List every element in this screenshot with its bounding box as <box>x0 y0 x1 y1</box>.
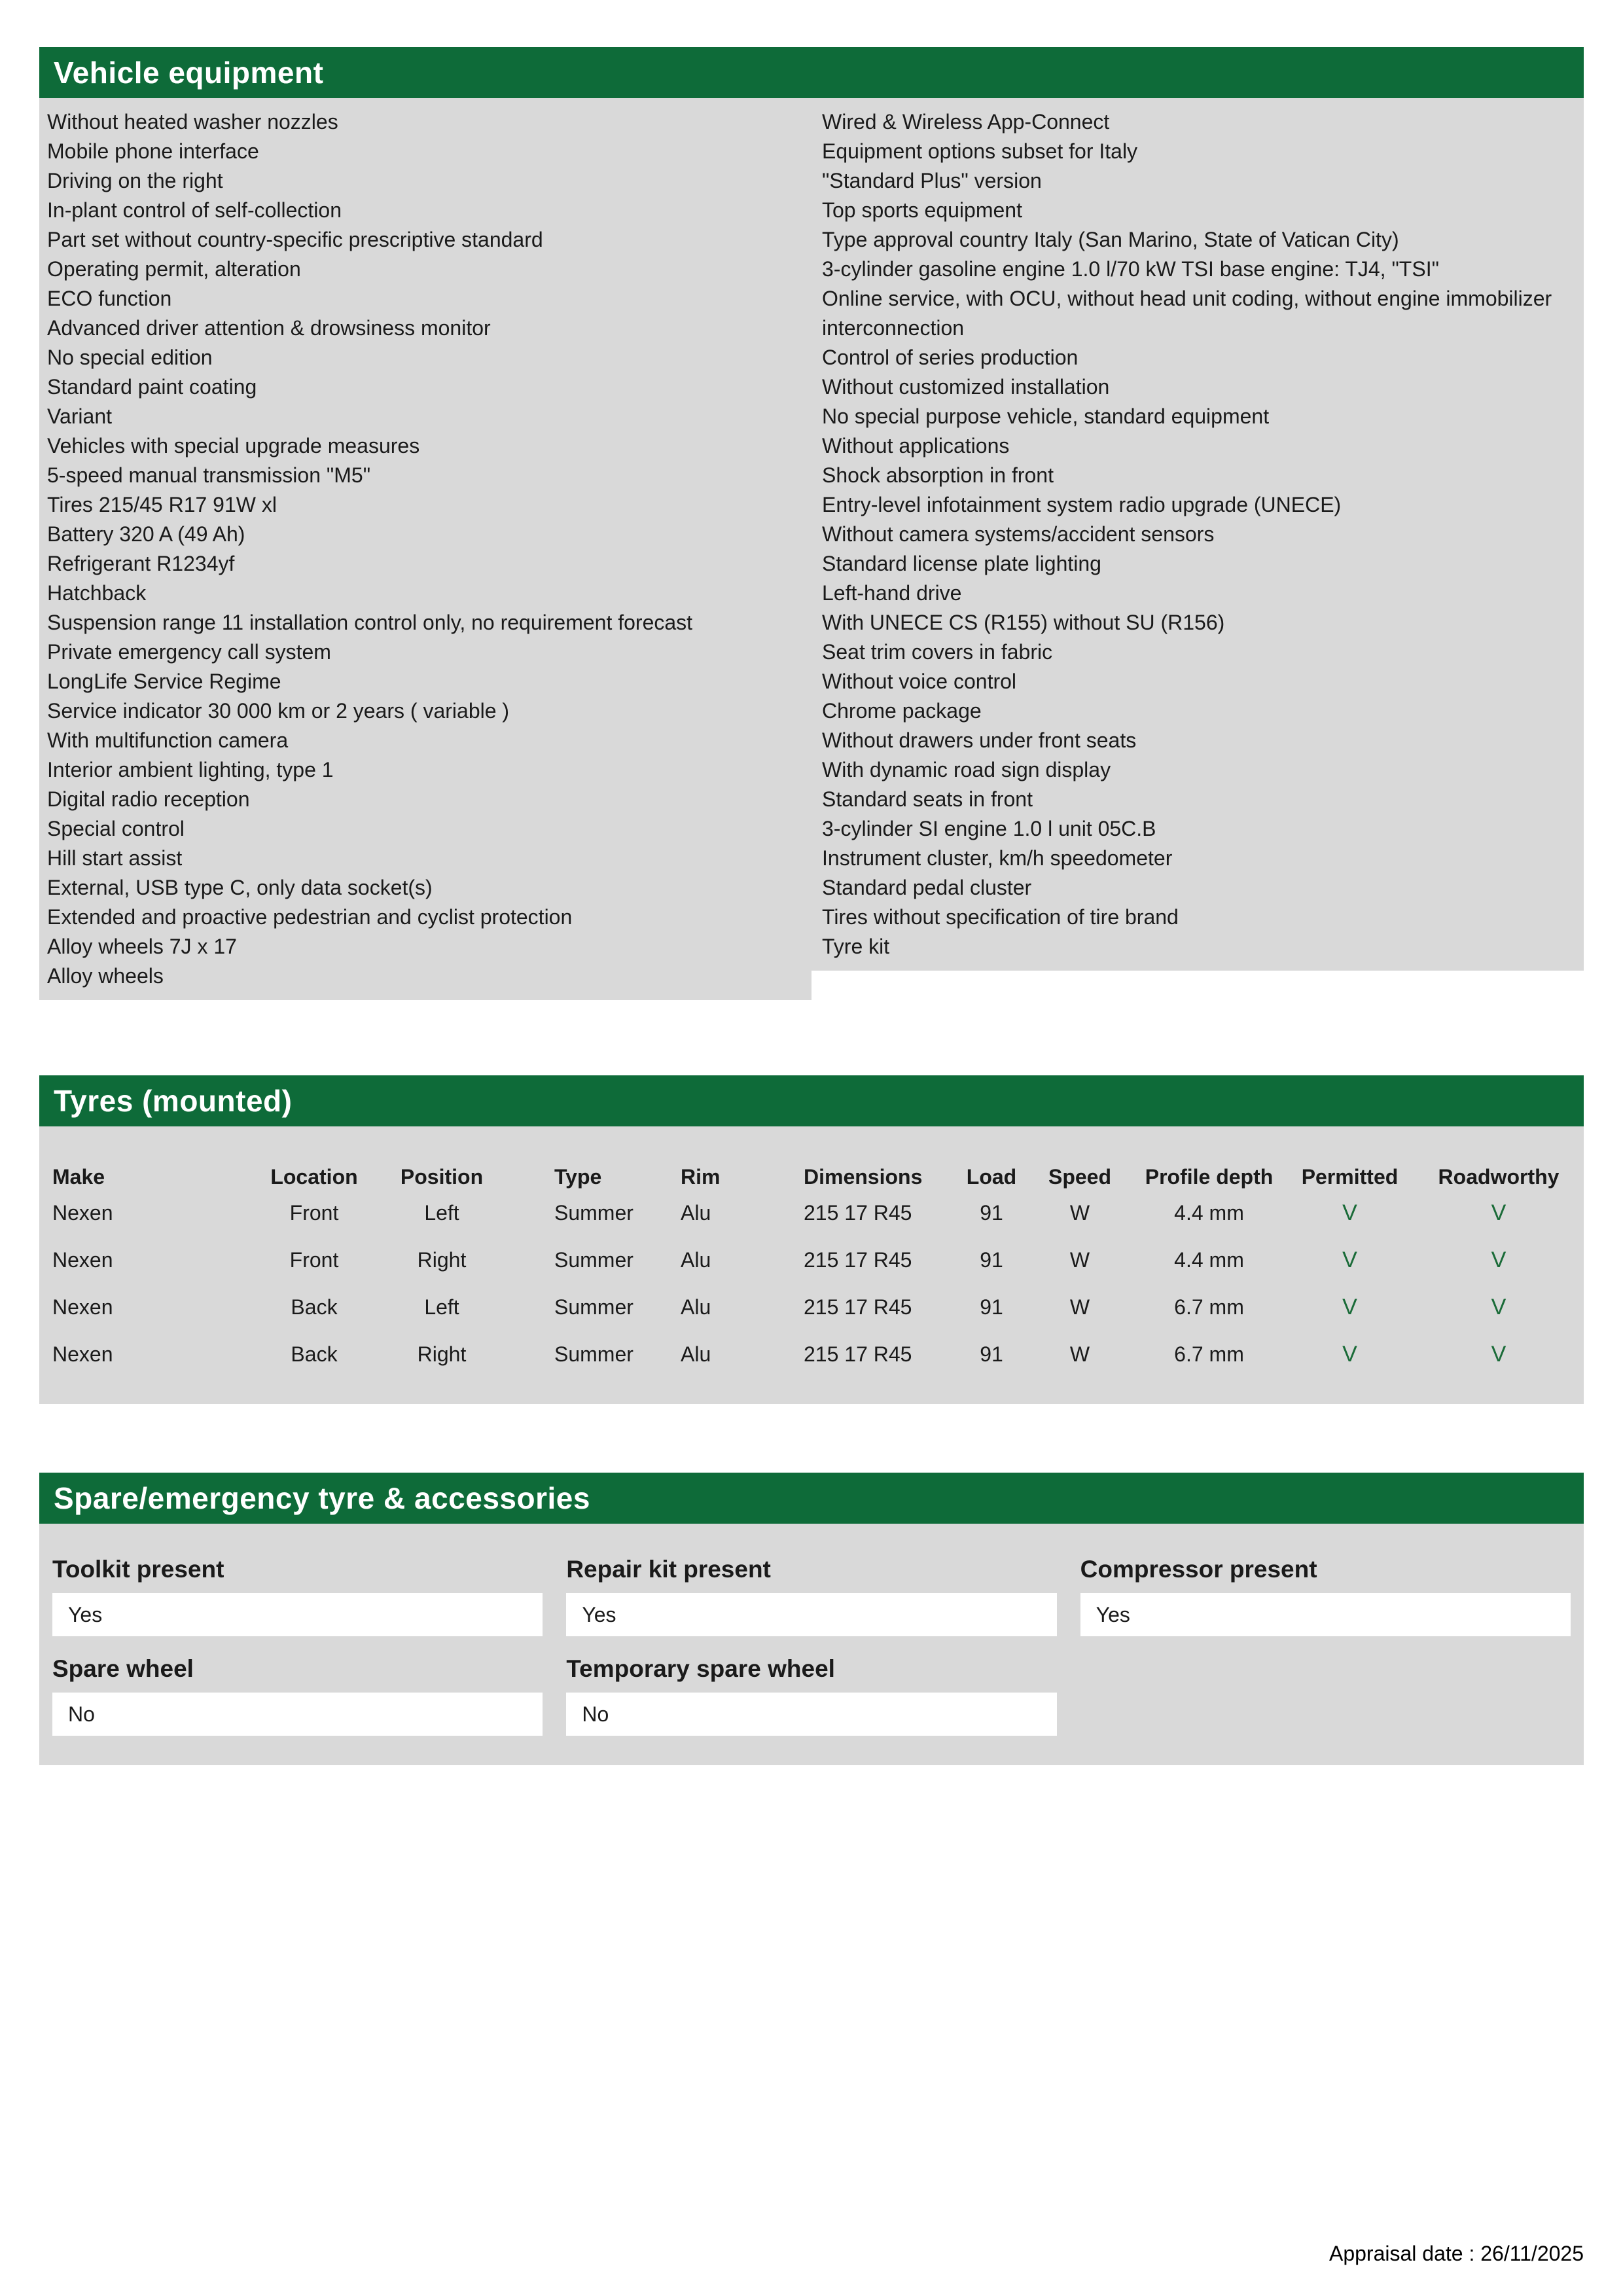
equipment-item: With multifunction camera <box>47 728 289 752</box>
tyre-roadworthy-check: V <box>1491 1341 1507 1367</box>
tyre-rim: Alu <box>681 1342 711 1366</box>
tyre-type: Summer <box>554 1247 633 1272</box>
tyre-type: Summer <box>554 1295 633 1319</box>
spare-field-label: Spare wheel <box>52 1656 194 1682</box>
equipment-item: Alloy wheels 7J x 17 <box>47 935 237 958</box>
equipment-item: Equipment options subset for Italy <box>822 139 1138 163</box>
equipment-item: Battery 320 A (49 Ah) <box>47 522 245 546</box>
column-header-position: Position <box>400 1165 484 1189</box>
equipment-item: Tyre kit <box>822 935 890 958</box>
tyre-speed: W <box>1069 1247 1090 1272</box>
tyre-row <box>52 1283 1577 1331</box>
equipment-item: Hill start assist <box>47 846 183 870</box>
equipment-item: Tires without specification of tire brand <box>822 905 1179 929</box>
equipment-item: No special purpose vehicle, standard equipment <box>822 404 1270 428</box>
section-tyres-mounted <box>39 1075 1584 1404</box>
tyre-profile-depth: 4.4 mm <box>1174 1247 1244 1272</box>
tyre-permitted-check: V <box>1342 1341 1357 1367</box>
spare-field-value: Yes <box>566 1593 1056 1636</box>
equipment-item: Top sports equipment <box>822 198 1022 222</box>
equipment-item: Variant <box>47 404 113 428</box>
spare-field <box>566 1556 1056 1636</box>
tyre-location: Front <box>289 1247 339 1272</box>
equipment-column-left <box>39 98 812 1000</box>
tyre-speed: W <box>1069 1295 1090 1319</box>
tyre-make: Nexen <box>52 1200 113 1225</box>
tyre-make: Nexen <box>52 1342 113 1366</box>
equipment-item: Instrument cluster, km/h speedometer <box>822 846 1173 870</box>
equipment-item: Control of series production <box>822 346 1079 369</box>
equipment-item: Without applications <box>822 434 1010 457</box>
tyre-speed: W <box>1069 1342 1090 1366</box>
equipment-item: 3-cylinder SI engine 1.0 l unit 05C.B <box>822 817 1156 840</box>
equipment-item: Chrome package <box>822 699 982 723</box>
section-vehicle-equipment <box>39 47 1584 1000</box>
tyre-profile-depth: 6.7 mm <box>1174 1342 1244 1366</box>
equipment-item: Type approval country Italy (San Marino, State of Vatican City) <box>822 228 1399 251</box>
equipment-item: Without voice control <box>822 670 1017 693</box>
equipment-item: Operating permit, alteration <box>47 257 301 281</box>
tyre-load: 91 <box>980 1247 1003 1272</box>
tyre-dimensions: 215 17 R45 <box>804 1342 912 1366</box>
spare-field <box>52 1556 543 1636</box>
spare-field-value: No <box>566 1693 1056 1736</box>
tyre-permitted-check: V <box>1342 1200 1357 1225</box>
column-header-type: Type <box>554 1165 602 1189</box>
spare-field-value: Yes <box>52 1593 543 1636</box>
equipment-item: Alloy wheels <box>47 964 164 988</box>
spare-field-label: Compressor present <box>1080 1556 1317 1583</box>
spare-field <box>52 1656 543 1736</box>
equipment-item: Special control <box>47 817 185 840</box>
tyre-rim: Alu <box>681 1295 711 1319</box>
tyre-make: Nexen <box>52 1247 113 1272</box>
section-spare-accessories <box>39 1473 1584 1765</box>
tyre-speed: W <box>1069 1200 1090 1225</box>
spare-field <box>1080 1556 1571 1636</box>
column-header-roadworthy: Roadworthy <box>1438 1165 1560 1189</box>
equipment-item: Entry-level infotainment system radio upgrade (UNECE) <box>822 493 1342 516</box>
equipment-item: Standard paint coating <box>47 375 257 399</box>
equipment-item: ECO function <box>47 287 172 310</box>
equipment-item: Digital radio reception <box>47 787 250 811</box>
column-header-permitted: Permitted <box>1301 1165 1399 1189</box>
tyre-load: 91 <box>980 1295 1003 1319</box>
equipment-item: Service indicator 30 000 km or 2 years ( variable ) <box>47 699 510 723</box>
tyre-roadworthy-check: V <box>1491 1247 1507 1272</box>
tyre-dimensions: 215 17 R45 <box>804 1247 912 1272</box>
tyre-position: Right <box>417 1342 467 1366</box>
tyres-mounted-title: Tyres (mounted) <box>54 1084 293 1118</box>
equipment-item: Without drawers under front seats <box>822 728 1137 752</box>
tyre-row <box>52 1189 1577 1236</box>
tyre-roadworthy-check: V <box>1491 1294 1507 1319</box>
tyre-row <box>52 1236 1577 1283</box>
equipment-item: Extended and proactive pedestrian and cyclist protection <box>47 905 573 929</box>
equipment-item: 3-cylinder gasoline engine 1.0 l/70 kW TSI base engine: TJ4, "TSI" <box>822 257 1439 281</box>
tyre-profile-depth: 4.4 mm <box>1174 1200 1244 1225</box>
tyre-dimensions: 215 17 R45 <box>804 1295 912 1319</box>
equipment-item: In-plant control of self-collection <box>47 198 342 222</box>
tyre-location: Back <box>291 1342 338 1366</box>
tyre-location: Back <box>291 1295 338 1319</box>
equipment-item: Part set without country-specific prescriptive standard <box>47 228 543 251</box>
column-header-location: Location <box>270 1165 358 1189</box>
tyre-rim: Alu <box>681 1200 711 1225</box>
equipment-item: Left-hand drive <box>822 581 962 605</box>
equipment-item: Without heated washer nozzles <box>47 110 338 134</box>
equipment-item: Hatchback <box>47 581 147 605</box>
tyre-rim: Alu <box>681 1247 711 1272</box>
tyre-load: 91 <box>980 1200 1003 1225</box>
tyres-table <box>52 1151 1577 1378</box>
spare-field <box>566 1656 1056 1736</box>
tyres-mounted-header <box>39 1075 1584 1126</box>
spare-field-label: Repair kit present <box>566 1556 771 1583</box>
tyres-table-panel <box>39 1126 1584 1404</box>
equipment-item: Seat trim covers in fabric <box>822 640 1053 664</box>
tyre-permitted-check: V <box>1342 1294 1357 1319</box>
equipment-item: With UNECE CS (R155) without SU (R156) <box>822 611 1225 634</box>
equipment-item: Without camera systems/accident sensors <box>822 522 1215 546</box>
equipment-item: With dynamic road sign display <box>822 758 1111 781</box>
equipment-column-right <box>812 98 1584 971</box>
tyre-row <box>52 1331 1577 1378</box>
tyre-position: Right <box>417 1247 467 1272</box>
equipment-item: External, USB type C, only data socket(s) <box>47 876 433 899</box>
equipment-item: Without customized installation <box>822 375 1110 399</box>
equipment-item: Standard license plate lighting <box>822 552 1101 575</box>
column-header-dimensions: Dimensions <box>804 1165 923 1189</box>
spare-accessories-title: Spare/emergency tyre & accessories <box>54 1481 590 1515</box>
equipment-item: Driving on the right <box>47 169 223 192</box>
equipment-item: Online service, with OCU, without head unit coding, without engine immobilizer interconnection <box>822 287 1552 340</box>
column-header-speed: Speed <box>1048 1165 1112 1189</box>
tyre-profile-depth: 6.7 mm <box>1174 1295 1244 1319</box>
tyre-load: 91 <box>980 1342 1003 1366</box>
equipment-item: Standard pedal cluster <box>822 876 1032 899</box>
tyres-table-header-row <box>52 1151 1577 1189</box>
equipment-item: Refrigerant R1234yf <box>47 552 235 575</box>
vehicle-equipment-columns <box>39 98 1584 1000</box>
tyre-location: Front <box>289 1200 339 1225</box>
equipment-item: Shock absorption in front <box>822 463 1054 487</box>
spare-field-label: Temporary spare wheel <box>566 1656 835 1682</box>
spare-field-value: No <box>52 1693 543 1736</box>
tyre-dimensions: 215 17 R45 <box>804 1200 912 1225</box>
equipment-item: 5-speed manual transmission "M5" <box>47 463 371 487</box>
tyre-permitted-check: V <box>1342 1247 1357 1272</box>
vehicle-equipment-header <box>39 47 1584 98</box>
spare-accessories-panel <box>39 1524 1584 1765</box>
appraisal-date: Appraisal date : 26/11/2025 <box>1329 2242 1584 2265</box>
tyre-position: Left <box>424 1295 459 1319</box>
spare-accessories-header <box>39 1473 1584 1524</box>
equipment-item: "Standard Plus" version <box>822 169 1042 192</box>
tyre-position: Left <box>424 1200 459 1225</box>
equipment-item: Wired & Wireless App-Connect <box>822 110 1110 134</box>
equipment-item: Vehicles with special upgrade measures <box>47 434 420 457</box>
equipment-item: No special edition <box>47 346 213 369</box>
equipment-item: Mobile phone interface <box>47 139 259 163</box>
vehicle-equipment-title: Vehicle equipment <box>54 56 324 90</box>
equipment-item: Interior ambient lighting, type 1 <box>47 758 334 781</box>
equipment-item: Suspension range 11 installation control only, no requirement forecast <box>47 611 693 634</box>
tyre-type: Summer <box>554 1200 633 1225</box>
spare-field-value: Yes <box>1080 1593 1571 1636</box>
column-header-load: Load <box>966 1165 1017 1189</box>
equipment-item: Standard seats in front <box>822 787 1033 811</box>
spare-field-label: Toolkit present <box>52 1556 224 1583</box>
tyre-make: Nexen <box>52 1295 113 1319</box>
tyre-roadworthy-check: V <box>1491 1200 1507 1225</box>
column-header-rim: Rim <box>681 1165 721 1189</box>
equipment-item: LongLife Service Regime <box>47 670 281 693</box>
equipment-item: Tires 215/45 R17 91W xl <box>47 493 277 516</box>
tyre-type: Summer <box>554 1342 633 1366</box>
equipment-item: Advanced driver attention & drowsiness monitor <box>47 316 491 340</box>
equipment-item: Private emergency call system <box>47 640 331 664</box>
column-header-make: Make <box>52 1165 105 1189</box>
column-header-profile-depth: Profile depth <box>1145 1165 1274 1189</box>
